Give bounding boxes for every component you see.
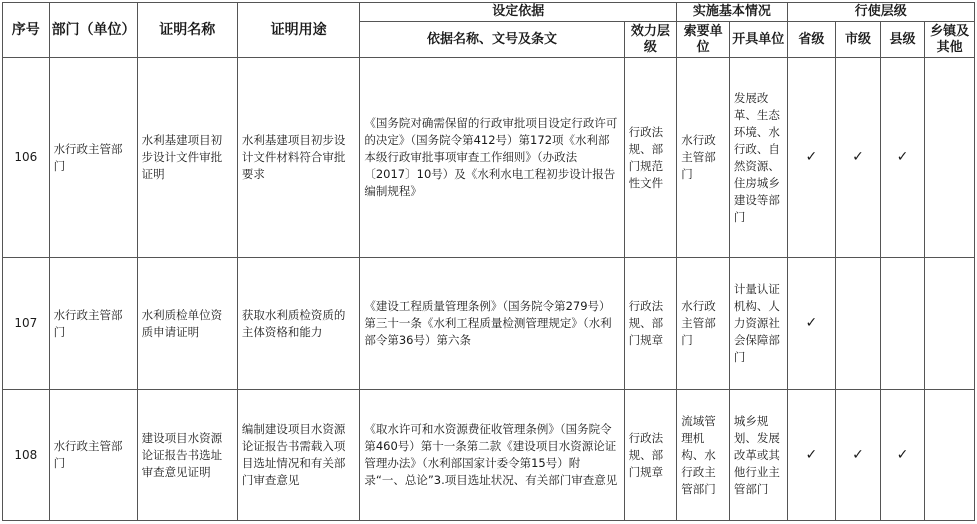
cell-level: 行政法规、部门规范性文件 <box>624 58 677 258</box>
cell-level: 行政法规、部门规章 <box>624 258 677 390</box>
cell-level: 行政法规、部门规章 <box>624 390 677 521</box>
cell-issuer: 城乡规划、发展改革或其他行业主管部门 <box>729 390 787 521</box>
header-level-city: 市级 <box>836 22 881 58</box>
cell-province-check: ✓ <box>787 258 836 390</box>
header-impl-issuer: 开具单位 <box>729 22 787 58</box>
header-basis-docs: 依据名称、文号及条文 <box>360 22 624 58</box>
cell-dept: 水行政主管部门 <box>49 258 137 390</box>
cell-seq: 106 <box>3 58 50 258</box>
cell-issuer: 发展改革、生态环境、水行政、自然资源、住房城乡建设等部门 <box>729 58 787 258</box>
table-row <box>3 58 975 258</box>
header-cert-use: 证明用途 <box>237 3 360 58</box>
cell-cert-name: 水利质检单位资质申请证明 <box>137 258 237 390</box>
header-impl-requester: 索要单位 <box>677 22 730 58</box>
header-dept: 部门（单位） <box>49 3 137 58</box>
header-cert-name: 证明名称 <box>137 3 237 58</box>
cell-city-check: ✓ <box>836 390 881 521</box>
table-row <box>3 390 975 521</box>
header-basis-level: 效力层级 <box>624 22 677 58</box>
cell-cert-use: 编制建设项目水资源论证报告书需载入项目选址情况和有关部门审查意见 <box>237 390 360 521</box>
cell-city-check <box>836 258 881 390</box>
header-level-county: 县级 <box>880 22 925 58</box>
cell-requester: 流域管理机构、水行政主管部门 <box>677 390 730 521</box>
cell-cert-use: 水利基建项目初步设计文件材料符合审批要求 <box>237 58 360 258</box>
cell-cert-name: 水利基建项目初步设计文件审批证明 <box>137 58 237 258</box>
cell-town-check <box>925 58 975 258</box>
cell-basis: 《取水许可和水资源费征收管理条例》（国务院令第460号）第十一条第二款《建设项目水资源论证管理办法》（水利部国家计委令第15号）附录“一、总论”3.项目选址状况、有关部门审查意见 <box>360 390 624 521</box>
cell-basis: 《国务院对确需保留的行政审批项目设定行政许可的决定》（国务院令第412号）第172项《水利部本级行政审批事项审查工作细则》（办政法〔2017〕10号）及《水利水电工程初步设计报告编制规程》 <box>360 58 624 258</box>
cell-town-check <box>925 258 975 390</box>
header-basis-group: 设定依据 <box>360 3 677 22</box>
header-level-town: 乡镇及其他 <box>925 22 975 58</box>
header-impl-group: 实施基本情况 <box>677 3 787 22</box>
cell-province-check: ✓ <box>787 390 836 521</box>
cell-requester: 水行政主管部门 <box>677 58 730 258</box>
certificate-table <box>2 2 975 521</box>
header-seq: 序号 <box>3 3 50 58</box>
header-row-1 <box>3 3 975 22</box>
cell-town-check <box>925 390 975 521</box>
cell-county-check: ✓ <box>880 58 925 258</box>
header-level-province: 省级 <box>787 22 836 58</box>
cell-requester: 水行政主管部门 <box>677 258 730 390</box>
cell-issuer: 计量认证机构、人力资源社会保障部门 <box>729 258 787 390</box>
cell-cert-name: 建设项目水资源论证报告书选址审查意见证明 <box>137 390 237 521</box>
cell-seq: 107 <box>3 258 50 390</box>
cell-city-check: ✓ <box>836 58 881 258</box>
cell-dept: 水行政主管部门 <box>49 390 137 521</box>
cell-province-check: ✓ <box>787 58 836 258</box>
cell-dept: 水行政主管部门 <box>49 58 137 258</box>
cell-seq: 108 <box>3 390 50 521</box>
cell-county-check: ✓ <box>880 390 925 521</box>
header-level-group: 行使层级 <box>787 3 974 22</box>
table-row <box>3 258 975 390</box>
cell-cert-use: 获取水利质检资质的主体资格和能力 <box>237 258 360 390</box>
cell-basis: 《建设工程质量管理条例》（国务院令第279号）第三十一条《水利工程质量检测管理规定》（水利部令第36号）第六条 <box>360 258 624 390</box>
cell-county-check <box>880 258 925 390</box>
